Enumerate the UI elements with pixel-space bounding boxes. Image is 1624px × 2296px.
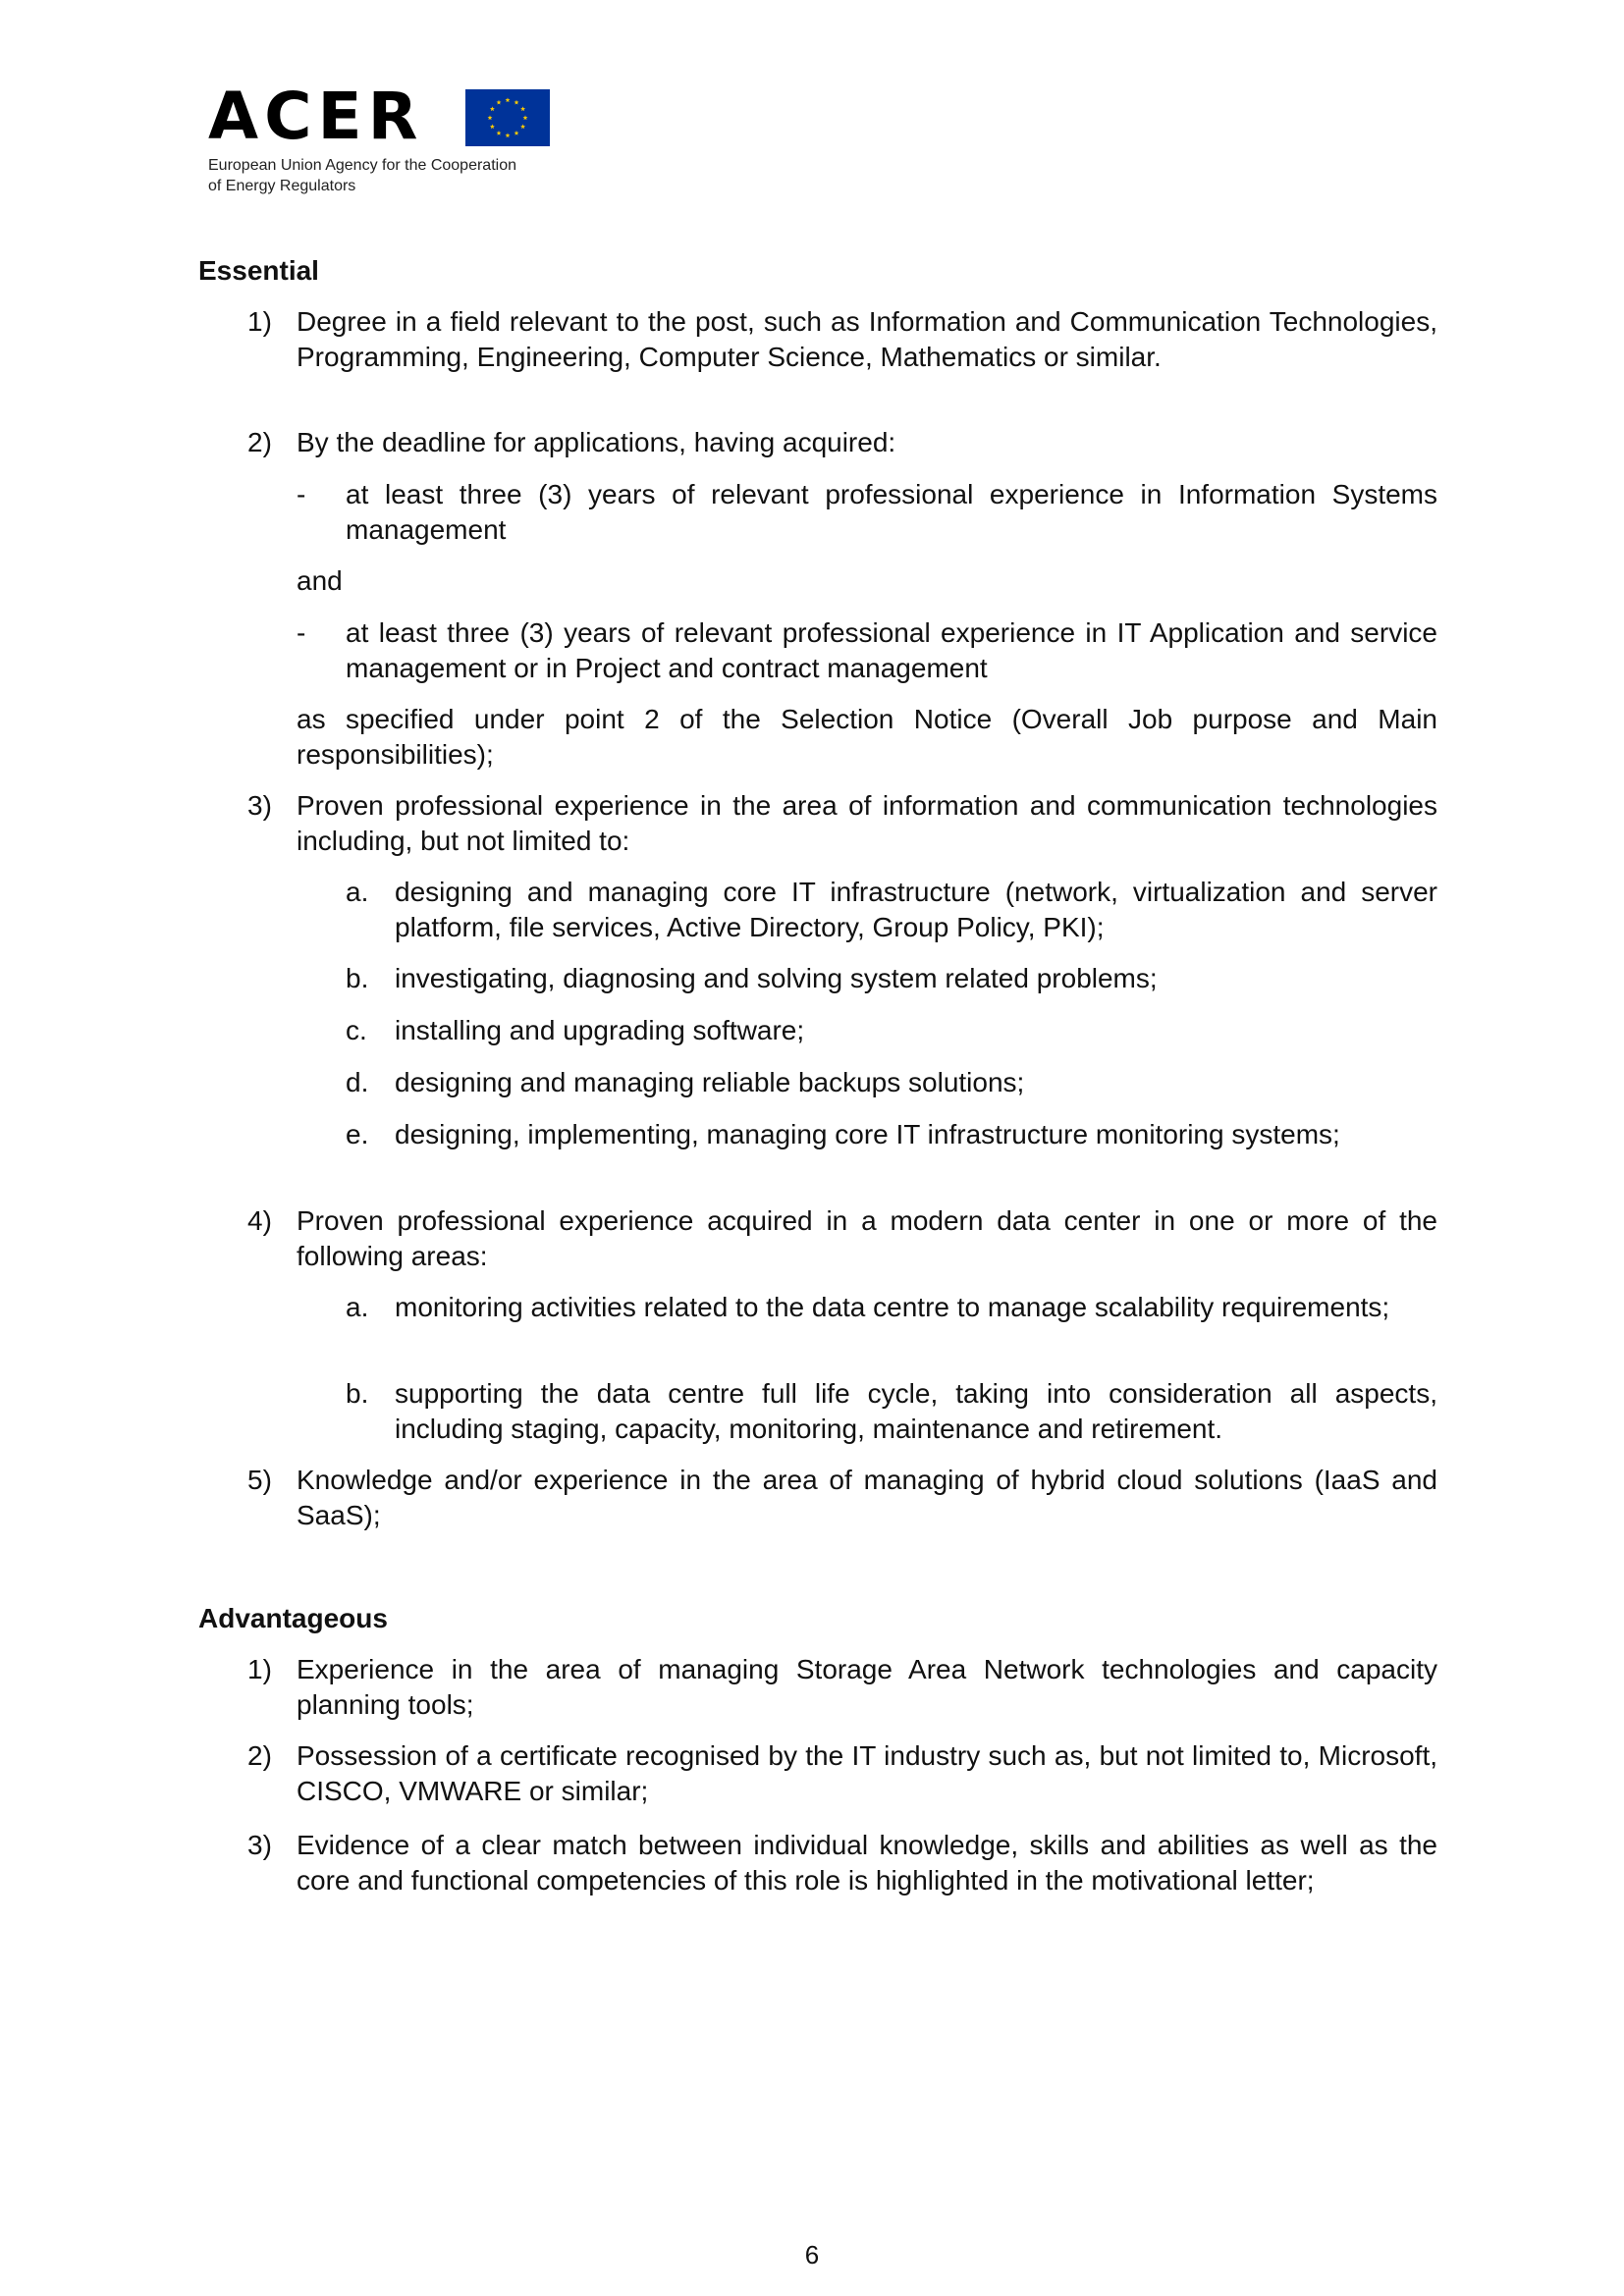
- essential-item-2-and: and: [297, 565, 343, 596]
- essential-item-4b-text: supporting the data centre full life cycle, taking into consideration all aspects, including staging, capacity, monitoring, maintenance and retirement.: [395, 1378, 1437, 1444]
- essential-item-2-number: 2): [247, 427, 272, 457]
- essential-item-2-tail: as specified under point 2 of the Selection Notice (Overall Job purpose and Main responsibilities);: [297, 704, 1437, 770]
- advantageous-item-2-text: Possession of a certificate recognised by the IT industry such as, but not limited to, Microsoft, CISCO, VMWARE or similar;: [297, 1740, 1437, 1806]
- essential-item-4a-letter: a.: [346, 1292, 369, 1322]
- advantageous-item-1-number: 1): [247, 1654, 272, 1684]
- essential-item-5-text: Knowledge and/or experience in the area of managing of hybrid cloud solutions (IaaS and SaaS);: [297, 1465, 1437, 1530]
- essential-item-3-number: 3): [247, 790, 272, 821]
- essential-item-5-number: 5): [247, 1465, 272, 1495]
- advantageous-item-2-number: 2): [247, 1740, 272, 1771]
- essential-item-3c-letter: c.: [346, 1015, 367, 1045]
- essential-item-3b-letter: b.: [346, 963, 369, 993]
- advantageous-item-3-number: 3): [247, 1830, 272, 1860]
- essential-item-3a-letter: a.: [346, 877, 369, 907]
- logo-subtitle-line1: European Union Agency for the Cooperation: [208, 157, 516, 174]
- essential-item-2-text: By the deadline for applications, having acquired:: [297, 427, 896, 457]
- essential-item-3-text: Proven professional experience in the area of information and communication technologies including, but not limited to:: [297, 790, 1437, 856]
- essential-item-3a-text: designing and managing core IT infrastructure (network, virtualization and server platform, file services, Active Directory, Group Policy, PKI);: [395, 877, 1437, 942]
- essential-item-1-number: 1): [247, 306, 272, 337]
- advantageous-heading: Advantageous: [198, 1603, 388, 1633]
- logo-subtitle-line2: of Energy Regulators: [208, 178, 356, 194]
- acer-logo: [208, 79, 562, 212]
- essential-item-3d-text: designing and managing reliable backups solutions;: [395, 1067, 1025, 1097]
- essential-item-1-text: Degree in a field relevant to the post, such as Information and Communication Technologies, Programming, Engineering, Computer Science, Mathematics or similar.: [297, 306, 1437, 372]
- essential-item-3c-text: installing and upgrading software;: [395, 1015, 805, 1045]
- essential-heading: Essential: [198, 255, 319, 286]
- essential-item-3e-text: designing, implementing, managing core IT infrastructure monitoring systems;: [395, 1119, 1340, 1149]
- essential-item-4a-text: monitoring activities related to the data centre to manage scalability requirements;: [395, 1292, 1390, 1322]
- essential-item-3b-text: investigating, diagnosing and solving system related problems;: [395, 963, 1158, 993]
- advantageous-item-3-text: Evidence of a clear match between individual knowledge, skills and abilities as well as the core and functional competencies of this role is highlighted in the motivational letter;: [297, 1830, 1437, 1896]
- essential-item-3d-letter: d.: [346, 1067, 369, 1097]
- logo-wordmark: ACER: [208, 79, 424, 154]
- essential-item-3e-letter: e.: [346, 1119, 369, 1149]
- logo-subtitle: [208, 155, 562, 196]
- essential-item-2-sub-1-text: at least three (3) years of relevant professional experience in Information Systems management: [346, 479, 1437, 545]
- essential-item-4-number: 4): [247, 1205, 272, 1236]
- eu-flag-icon: [465, 89, 550, 146]
- essential-item-2-sub-2-dash: -: [297, 617, 306, 648]
- essential-item-4b-letter: b.: [346, 1378, 369, 1409]
- essential-item-2-sub-1-dash: -: [297, 479, 306, 509]
- advantageous-item-1-text: Experience in the area of managing Storage Area Network technologies and capacity planning tools;: [297, 1654, 1437, 1720]
- page-number: 6: [804, 2240, 820, 2269]
- essential-item-2-sub-2-text: at least three (3) years of relevant professional experience in IT Application and service management or in Project and contract management: [346, 617, 1437, 683]
- essential-item-4-text: Proven professional experience acquired in a modern data center in one or more of the following areas:: [297, 1205, 1437, 1271]
